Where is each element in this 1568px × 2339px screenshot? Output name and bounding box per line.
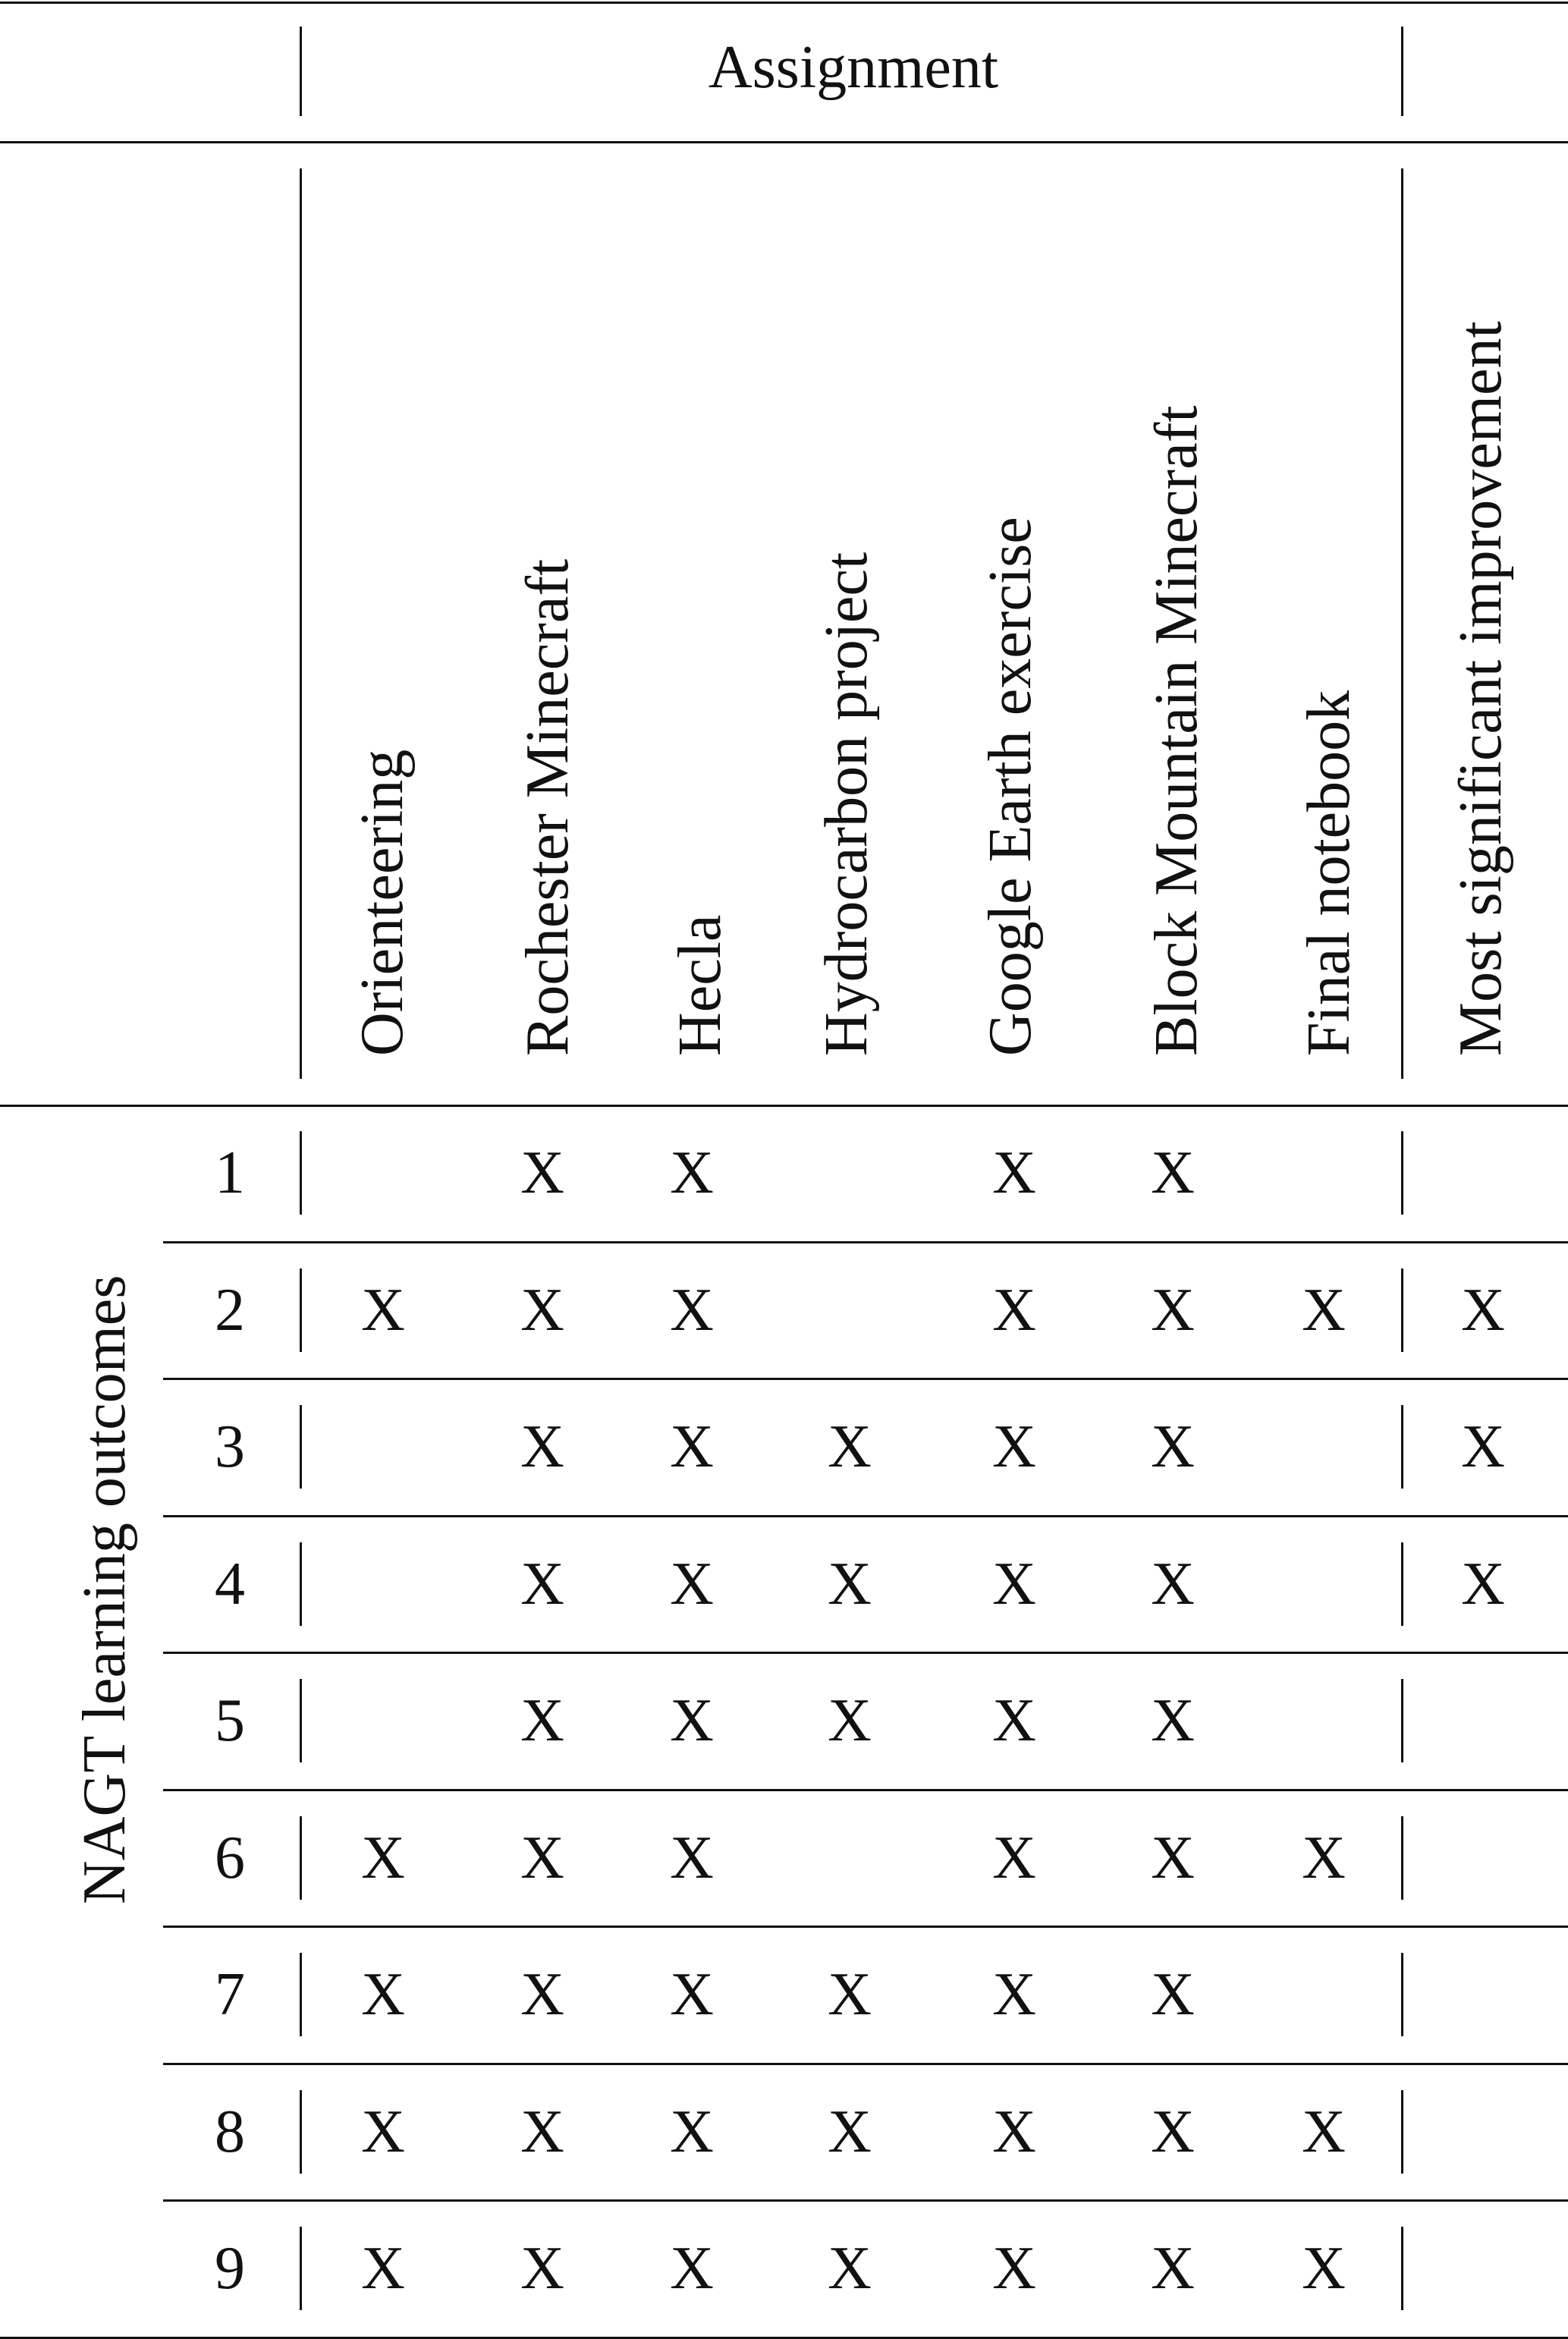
row-divider-left <box>300 2090 302 2174</box>
row-divider-right <box>1401 2090 1403 2174</box>
mark-cell: X <box>670 1687 714 1755</box>
mark-cell: X <box>1151 1413 1195 1481</box>
mark-cell: X <box>992 2098 1036 2165</box>
mark-cell: X <box>520 1140 564 1207</box>
assignment-group-header: Assignment <box>708 34 999 101</box>
column-header: Final notebook <box>1296 690 1363 1056</box>
bottom-rule <box>0 2337 1568 2339</box>
mark-cell: X <box>520 2235 564 2303</box>
mark-cell: X <box>670 1961 714 2029</box>
row-divider-right <box>1401 1542 1403 1626</box>
mark-cell: X <box>1151 1550 1195 1617</box>
column-header-divider-right <box>1401 168 1403 1079</box>
mark-cell: X <box>361 2098 405 2165</box>
column-header: Hecla <box>667 914 734 1056</box>
column-header: Hydrocarbon project <box>813 552 881 1056</box>
column-header: Orienteering <box>349 749 416 1056</box>
mark-cell: X <box>1302 2235 1346 2303</box>
mark-cell: X <box>1151 1687 1195 1755</box>
row-label: 4 <box>215 1550 245 1617</box>
mark-cell: X <box>992 1961 1036 2029</box>
row-divider-left <box>300 1679 302 1762</box>
column-header: Most significant improvement <box>1447 321 1515 1056</box>
mark-cell: X <box>670 2235 714 2303</box>
column-header: Block Mountain Minecraft <box>1143 405 1211 1056</box>
row-rule <box>163 1926 1568 1928</box>
mark-cell: X <box>992 1824 1036 1891</box>
row-divider-left <box>300 1131 302 1215</box>
column-header: Google Earth exercise <box>977 517 1045 1056</box>
row-label: 8 <box>215 2098 245 2165</box>
row-divider-right <box>1401 1131 1403 1215</box>
row-divider-left <box>300 2227 302 2310</box>
mark-cell: X <box>670 1824 714 1891</box>
row-divider-left <box>300 1816 302 1900</box>
row-label: 1 <box>215 1140 245 1207</box>
mark-cell: X <box>828 1550 872 1617</box>
mark-cell: X <box>670 1550 714 1617</box>
mark-cell: X <box>670 1276 714 1344</box>
mark-cell: X <box>1461 1413 1505 1481</box>
row-rule <box>163 1378 1568 1380</box>
row-divider-left <box>300 1953 302 2036</box>
mark-cell: X <box>828 1413 872 1481</box>
mark-cell: X <box>361 1824 405 1891</box>
mark-cell: X <box>1151 1140 1195 1207</box>
row-rule <box>163 2199 1568 2202</box>
mark-cell: X <box>992 2235 1036 2303</box>
mark-cell: X <box>670 2098 714 2165</box>
mark-cell: X <box>520 1413 564 1481</box>
mark-cell: X <box>1151 1824 1195 1891</box>
row-rule <box>163 1515 1568 1517</box>
mark-cell: X <box>1151 2235 1195 2303</box>
row-divider-right <box>1401 1816 1403 1900</box>
column-header: Rochester Minecraft <box>514 558 582 1056</box>
row-divider-right <box>1401 1405 1403 1489</box>
mark-cell: X <box>670 1140 714 1207</box>
column-header-divider-left <box>300 168 302 1079</box>
row-label: 7 <box>215 1961 245 2029</box>
row-divider-left <box>300 1405 302 1489</box>
mark-cell: X <box>992 1140 1036 1207</box>
row-rule <box>163 1241 1568 1243</box>
mark-cell: X <box>1461 1276 1505 1344</box>
row-divider-left <box>300 1542 302 1626</box>
mark-cell: X <box>520 1824 564 1891</box>
mark-cell: X <box>992 1276 1036 1344</box>
row-label: 2 <box>215 1276 245 1344</box>
header-rule <box>0 141 1568 143</box>
row-label: 3 <box>215 1413 245 1481</box>
mark-cell: X <box>828 1961 872 2029</box>
mark-cell: X <box>828 2098 872 2165</box>
mark-cell: X <box>1151 1961 1195 2029</box>
row-divider-right <box>1401 1679 1403 1762</box>
mark-cell: X <box>1151 1276 1195 1344</box>
mark-cell: X <box>361 2235 405 2303</box>
mark-cell: X <box>992 1413 1036 1481</box>
mark-cell: X <box>520 1687 564 1755</box>
mark-cell: X <box>520 1276 564 1344</box>
row-rule <box>163 1652 1568 1654</box>
mark-cell: X <box>361 1961 405 2029</box>
mark-cell: X <box>828 2235 872 2303</box>
mark-cell: X <box>1302 1824 1346 1891</box>
mark-cell: X <box>992 1687 1036 1755</box>
mark-cell: X <box>1151 2098 1195 2165</box>
row-divider-right <box>1401 1269 1403 1352</box>
row-divider-right <box>1401 1953 1403 2036</box>
mark-cell: X <box>1302 2098 1346 2165</box>
mark-cell: X <box>520 1550 564 1617</box>
mark-cell: X <box>1461 1550 1505 1617</box>
mark-cell: X <box>361 1276 405 1344</box>
row-group-label: NAGT learning outcomes <box>71 1275 138 1904</box>
header-divider-left <box>300 27 302 116</box>
mark-cell: X <box>670 1413 714 1481</box>
row-rule <box>163 1789 1568 1791</box>
row-label: 9 <box>215 2235 245 2303</box>
row-divider-left <box>300 1269 302 1352</box>
top-rule <box>0 2 1568 4</box>
mark-cell: X <box>520 1961 564 2029</box>
row-rule <box>163 2063 1568 2065</box>
row-divider-right <box>1401 2227 1403 2310</box>
mark-cell: X <box>828 1687 872 1755</box>
header-divider-right <box>1401 27 1403 116</box>
row-label: 6 <box>215 1824 245 1891</box>
mark-cell: X <box>992 1550 1036 1617</box>
mark-cell: X <box>520 2098 564 2165</box>
mark-cell: X <box>1302 1276 1346 1344</box>
body-top-rule <box>0 1105 1568 1107</box>
row-label: 5 <box>215 1687 245 1755</box>
